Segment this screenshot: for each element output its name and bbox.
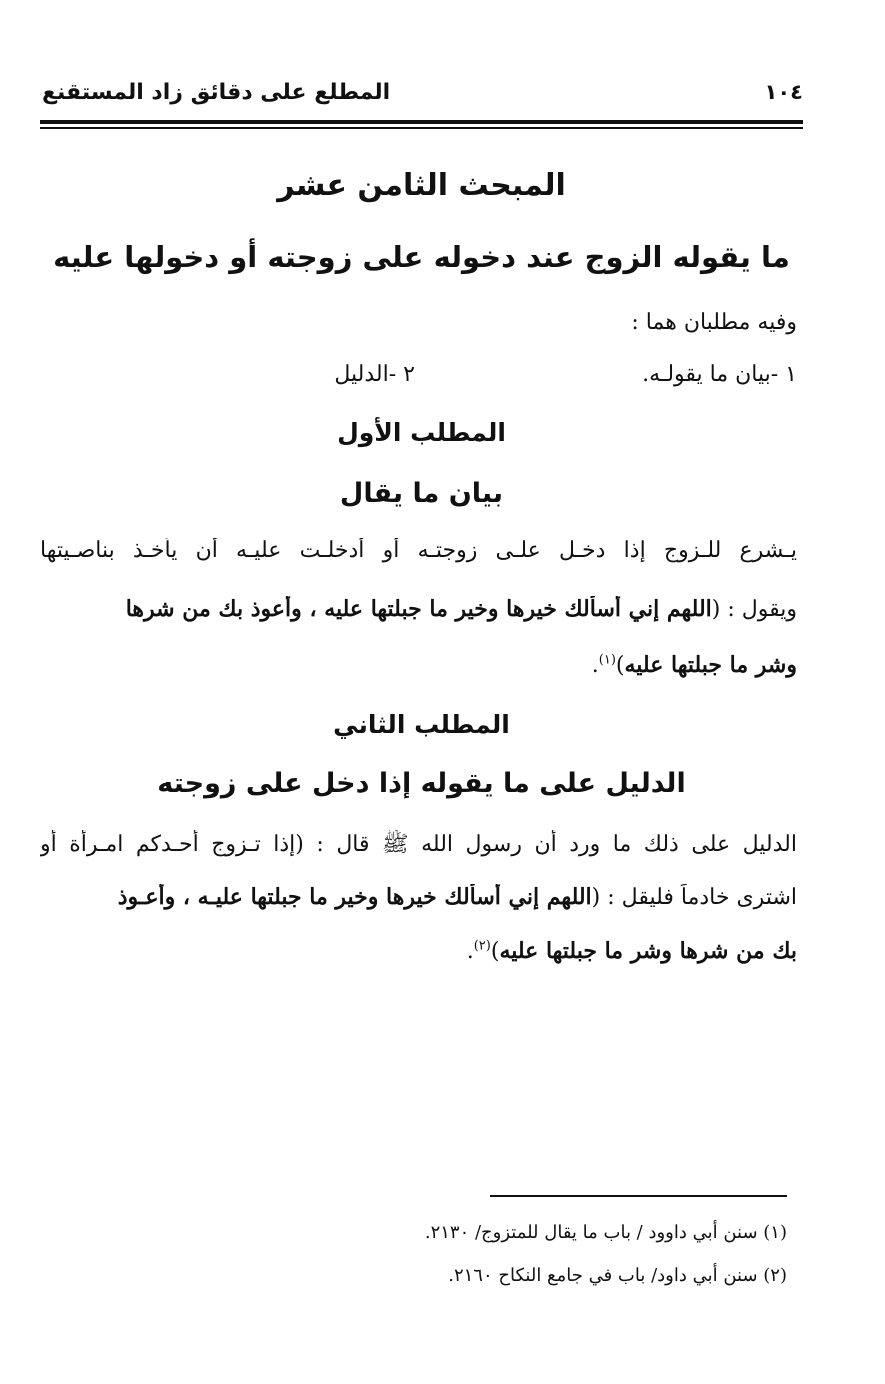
second-paragraph-line-3	[40, 938, 797, 964]
running-header-title: المطلع على دقائق زاد المستقنع	[42, 80, 391, 105]
first-paragraph-line-3	[40, 652, 797, 678]
intro-text: وفيه مطلبان هما :	[631, 310, 797, 335]
second-subsection-title: الدليل على ما يقوله إذا دخل على زوجته	[157, 768, 686, 799]
list-item-1: ١ -بيان ما يقولـه.	[642, 362, 797, 387]
line-text: اشترى خادماً فليقل : (	[591, 885, 797, 910]
header-rule-thin	[40, 127, 803, 129]
supplication-text-end: بك من شرها وشر ما جبلتها عليه	[499, 938, 797, 964]
closing-paren: )	[490, 939, 500, 964]
second-subsection-heading: المطلب الثاني	[333, 710, 510, 739]
footnote-1: (١) سنن أبي داوود / باب ما يقال للمتزوج/ ٢١٣٠.	[424, 1222, 787, 1243]
second-paragraph-line-2	[40, 884, 797, 910]
page-number: ١٠٤	[764, 80, 803, 104]
footnote-ref-2[interactable]: (٢)	[473, 938, 491, 954]
second-paragraph-line-1: الدليل على ذلك ما ورد أن رسول الله ﷺ قال : (إذا تـزوج أحـدكم امـرأة أو	[40, 832, 797, 857]
header-rule-thick	[40, 120, 803, 124]
closing-paren: )	[615, 653, 625, 678]
supplication-text-end: وشر ما جبلتها عليه	[624, 652, 797, 678]
supplication-text: اللهم إني أسألك خيرها وخير ما جبلتها عليـه ، وأعـوذ	[117, 884, 592, 910]
first-subsection-heading: المطلب الأول	[337, 418, 506, 447]
supplication-text: اللهم إني أسألك خيرها وخير ما جبلتها عليه ، وأعوذ بك من شرها	[125, 596, 712, 622]
full-stop: .	[466, 939, 474, 964]
first-subsection-title: بيان ما يقال	[339, 478, 504, 509]
footnote-separator	[490, 1195, 787, 1197]
first-paragraph-line-2	[40, 596, 797, 622]
section-subject: ما يقوله الزوج عند دخوله على زوجته أو دخولها عليه	[53, 240, 790, 274]
first-paragraph-line-1: يـشرع للـزوج إذا دخـل علـى زوجتـه أو أدخلـت عليـه أن يأخـذ بناصـيتها	[40, 538, 797, 563]
list-item-2: ٢ -الدليل	[334, 362, 415, 387]
footnote-ref-1[interactable]: (١)	[598, 652, 616, 668]
footnote-2: (٢) سنن أبي داود/ باب في جامع النكاح ٢١٦٠.	[448, 1265, 787, 1286]
full-stop: .	[591, 653, 599, 678]
line-text: ويقول : (	[711, 597, 797, 622]
section-title: المبحث الثامن عشر	[277, 168, 566, 203]
